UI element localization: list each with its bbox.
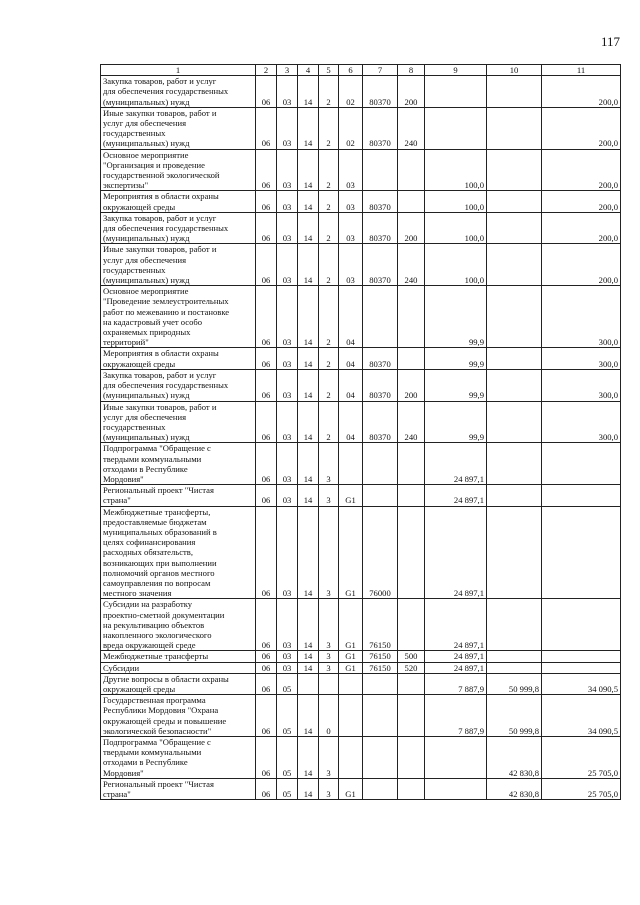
table-row — [101, 244, 621, 286]
cell-c5: 2 — [319, 244, 339, 286]
row-name: Подпрограмма "Обращение с твердыми коммунальными отходами в Республике Мордовия" — [103, 737, 211, 778]
cell-c6: G1 — [339, 651, 363, 662]
cell-c9 — [425, 778, 487, 799]
cell-c4: 14 — [298, 286, 319, 348]
cell-c8: 240 — [398, 401, 425, 443]
cell-c4: 14 — [298, 244, 319, 286]
cell-c5: 3 — [319, 662, 339, 673]
cell-c7 — [363, 286, 398, 348]
cell-c2: 06 — [256, 737, 277, 779]
row-name: Субсидии на разработку проектно-сметной документации на рекультивацию объектов накопленного экологического вреда окружающей среде — [103, 599, 225, 651]
cell-c4: 14 — [298, 149, 319, 191]
table-row — [101, 76, 621, 108]
cell-c2: 06 — [256, 506, 277, 599]
cell-c2: 06 — [256, 369, 277, 401]
cell-c6: 02 — [339, 107, 363, 149]
table-row — [101, 107, 621, 149]
cell-c6: 04 — [339, 369, 363, 401]
cell-c4: 14 — [298, 737, 319, 779]
row-name: Основное мероприятие "Проведение землеустроительных работ по межеванию и постановке на кадастровый учет особо охраняемых природных территорий" — [103, 286, 230, 348]
cell-c8 — [398, 695, 425, 737]
cell-c6 — [339, 673, 363, 694]
cell-c10 — [487, 191, 542, 212]
table-row — [101, 651, 621, 662]
column-header-2: 2 — [256, 65, 277, 76]
column-header-3: 3 — [277, 65, 298, 76]
cell-c2: 06 — [256, 286, 277, 348]
row-name: Региональный проект "Чистая страна" — [103, 485, 214, 506]
row-name-cell — [101, 107, 256, 149]
cell-c11: 300,0 — [542, 369, 621, 401]
table-row — [101, 673, 621, 694]
cell-c5: 3 — [319, 485, 339, 506]
cell-c5: 2 — [319, 369, 339, 401]
cell-c3: 03 — [277, 286, 298, 348]
cell-c6: 03 — [339, 212, 363, 244]
cell-c10 — [487, 348, 542, 369]
table-row — [101, 401, 621, 443]
cell-c5: 3 — [319, 506, 339, 599]
cell-c7: 76150 — [363, 662, 398, 673]
row-name-cell — [101, 369, 256, 401]
cell-c3: 05 — [277, 778, 298, 799]
row-name-cell — [101, 443, 256, 485]
row-name: Иные закупки товаров, работ и услуг для обеспечения государственных (муниципальных) нужд — [103, 244, 217, 286]
cell-c2: 06 — [256, 244, 277, 286]
row-name: Региональный проект "Чистая страна" — [103, 778, 214, 800]
cell-c2: 06 — [256, 149, 277, 191]
cell-c5: 3 — [319, 443, 339, 485]
row-name-cell — [101, 401, 256, 443]
cell-c11: 25 705,0 — [542, 778, 621, 799]
row-name-cell — [101, 485, 256, 506]
cell-c9: 24 897,1 — [425, 443, 487, 485]
cell-c8: 500 — [398, 651, 425, 662]
header-row — [101, 65, 621, 76]
cell-c8 — [398, 286, 425, 348]
cell-c8 — [398, 348, 425, 369]
cell-c2: 06 — [256, 191, 277, 212]
cell-c2: 06 — [256, 401, 277, 443]
cell-c4: 14 — [298, 369, 319, 401]
row-name: Закупка товаров, работ и услуг для обеспечения государственных (муниципальных) нужд — [103, 76, 229, 107]
cell-c2: 06 — [256, 212, 277, 244]
cell-c8: 200 — [398, 76, 425, 108]
cell-c3: 03 — [277, 76, 298, 108]
row-name-cell — [101, 212, 256, 244]
cell-c6 — [339, 695, 363, 737]
cell-c9: 99,9 — [425, 286, 487, 348]
table-row — [101, 662, 621, 673]
cell-c9: 100,0 — [425, 149, 487, 191]
row-name-cell — [101, 695, 256, 737]
cell-c11: 200,0 — [542, 191, 621, 212]
row-name: Другие вопросы в области охраны окружающей среды — [103, 673, 229, 694]
cell-c10: 50 999,8 — [487, 695, 542, 737]
cell-c4: 14 — [298, 191, 319, 212]
cell-c10 — [487, 369, 542, 401]
cell-c4: 14 — [298, 212, 319, 244]
cell-c4: 14 — [298, 662, 319, 673]
cell-c7: 76150 — [363, 651, 398, 662]
cell-c5: 3 — [319, 737, 339, 779]
column-header-11: 11 — [542, 65, 621, 76]
cell-c2: 06 — [256, 599, 277, 651]
table-row — [101, 149, 621, 191]
row-name: Государственная программа Республики Мордовия "Охрана окружающей среды и повышение экологической безопасности" — [103, 695, 227, 736]
cell-c4: 14 — [298, 599, 319, 651]
cell-c9: 24 897,1 — [425, 651, 487, 662]
cell-c3: 03 — [277, 369, 298, 401]
cell-c9: 7 887,9 — [425, 695, 487, 737]
cell-c3: 03 — [277, 651, 298, 662]
cell-c3: 03 — [277, 506, 298, 599]
cell-c9: 99,9 — [425, 348, 487, 369]
cell-c10 — [487, 599, 542, 651]
cell-c3: 03 — [277, 599, 298, 651]
cell-c8 — [398, 599, 425, 651]
cell-c8 — [398, 778, 425, 799]
row-name-cell — [101, 651, 256, 662]
cell-c8 — [398, 443, 425, 485]
cell-c11 — [542, 662, 621, 673]
cell-c6: G1 — [339, 662, 363, 673]
cell-c7: 80370 — [363, 244, 398, 286]
cell-c10 — [487, 506, 542, 599]
row-name-cell — [101, 76, 256, 108]
cell-c3: 03 — [277, 244, 298, 286]
cell-c7 — [363, 443, 398, 485]
cell-c8 — [398, 149, 425, 191]
cell-c11 — [542, 599, 621, 651]
row-name: Основное мероприятие "Организация и проведение государственной экологической экспертизы" — [103, 149, 220, 191]
cell-c3: 03 — [277, 485, 298, 506]
cell-c4: 14 — [298, 348, 319, 369]
cell-c2: 06 — [256, 673, 277, 694]
cell-c8: 240 — [398, 107, 425, 149]
row-name: Иные закупки товаров, работ и услуг для обеспечения государственных (муниципальных) нужд — [103, 401, 217, 443]
cell-c6: 03 — [339, 244, 363, 286]
cell-c9 — [425, 107, 487, 149]
cell-c10 — [487, 662, 542, 673]
table-row — [101, 191, 621, 212]
cell-c10 — [487, 443, 542, 485]
row-name-cell — [101, 737, 256, 779]
row-name-cell — [101, 599, 256, 651]
cell-c7: 80370 — [363, 191, 398, 212]
cell-c7: 80370 — [363, 348, 398, 369]
cell-c5: 2 — [319, 76, 339, 108]
cell-c6: 02 — [339, 76, 363, 108]
column-header-6: 6 — [339, 65, 363, 76]
cell-c9: 7 887,9 — [425, 673, 487, 694]
row-name-cell — [101, 348, 256, 369]
cell-c11 — [542, 651, 621, 662]
cell-c3: 03 — [277, 107, 298, 149]
cell-c7: 80370 — [363, 401, 398, 443]
budget-table — [100, 64, 621, 800]
cell-c10 — [487, 244, 542, 286]
cell-c7: 80370 — [363, 76, 398, 108]
row-name-cell — [101, 286, 256, 348]
cell-c3: 03 — [277, 348, 298, 369]
cell-c4 — [298, 673, 319, 694]
cell-c11 — [542, 485, 621, 506]
cell-c11: 300,0 — [542, 286, 621, 348]
cell-c7: 76150 — [363, 599, 398, 651]
cell-c9: 24 897,1 — [425, 599, 487, 651]
cell-c10 — [487, 401, 542, 443]
cell-c9: 100,0 — [425, 191, 487, 212]
cell-c2: 06 — [256, 651, 277, 662]
table-row — [101, 599, 621, 651]
column-header-9: 9 — [425, 65, 487, 76]
cell-c8: 520 — [398, 662, 425, 673]
cell-c7 — [363, 485, 398, 506]
column-header-8: 8 — [398, 65, 425, 76]
cell-c4: 14 — [298, 778, 319, 799]
cell-c9: 100,0 — [425, 244, 487, 286]
table-row — [101, 737, 621, 779]
cell-c4: 14 — [298, 651, 319, 662]
row-name: Мероприятия в области охраны окружающей среды — [103, 348, 219, 369]
cell-c9: 24 897,1 — [425, 506, 487, 599]
cell-c6: 04 — [339, 286, 363, 348]
cell-c5: 2 — [319, 212, 339, 244]
table-row — [101, 286, 621, 348]
table-row — [101, 506, 621, 599]
cell-c5: 3 — [319, 599, 339, 651]
cell-c11: 25 705,0 — [542, 737, 621, 779]
cell-c6: G1 — [339, 778, 363, 799]
cell-c5: 2 — [319, 401, 339, 443]
cell-c11: 200,0 — [542, 76, 621, 108]
cell-c6 — [339, 737, 363, 779]
cell-c2: 06 — [256, 695, 277, 737]
cell-c8 — [398, 737, 425, 779]
cell-c5: 3 — [319, 778, 339, 799]
cell-c6: 04 — [339, 348, 363, 369]
cell-c3: 03 — [277, 401, 298, 443]
cell-c10 — [487, 149, 542, 191]
cell-c4: 14 — [298, 76, 319, 108]
cell-c6: G1 — [339, 485, 363, 506]
cell-c3: 03 — [277, 443, 298, 485]
row-name-cell — [101, 673, 256, 694]
cell-c6: 04 — [339, 401, 363, 443]
row-name-cell — [101, 662, 256, 673]
cell-c5: 2 — [319, 348, 339, 369]
cell-c2: 06 — [256, 348, 277, 369]
cell-c3: 03 — [277, 191, 298, 212]
cell-c4: 14 — [298, 443, 319, 485]
cell-c7 — [363, 695, 398, 737]
cell-c7: 80370 — [363, 369, 398, 401]
cell-c8 — [398, 485, 425, 506]
cell-c8: 240 — [398, 244, 425, 286]
row-name: Подпрограмма "Обращение с твердыми коммунальными отходами в Республике Мордовия" — [103, 443, 211, 484]
cell-c11 — [542, 506, 621, 599]
cell-c5: 0 — [319, 695, 339, 737]
row-name: Закупка товаров, работ и услуг для обеспечения государственных (муниципальных) нужд — [103, 369, 229, 401]
cell-c8: 200 — [398, 369, 425, 401]
cell-c3: 05 — [277, 673, 298, 694]
cell-c8 — [398, 673, 425, 694]
cell-c7 — [363, 737, 398, 779]
cell-c7 — [363, 673, 398, 694]
cell-c6: 03 — [339, 191, 363, 212]
cell-c9: 24 897,1 — [425, 662, 487, 673]
row-name-cell — [101, 506, 256, 599]
row-name: Межбюджетные трансферты — [103, 651, 209, 662]
cell-c11: 300,0 — [542, 401, 621, 443]
cell-c9: 24 897,1 — [425, 485, 487, 506]
cell-c5: 2 — [319, 107, 339, 149]
row-name-cell — [101, 191, 256, 212]
column-header-5: 5 — [319, 65, 339, 76]
cell-c10 — [487, 76, 542, 108]
cell-c2: 06 — [256, 778, 277, 799]
cell-c7: 80370 — [363, 212, 398, 244]
row-name-cell — [101, 778, 256, 799]
cell-c10 — [487, 286, 542, 348]
cell-c2: 06 — [256, 485, 277, 506]
cell-c11: 34 090,5 — [542, 673, 621, 694]
cell-c11 — [542, 443, 621, 485]
cell-c10: 42 830,8 — [487, 778, 542, 799]
cell-c4: 14 — [298, 485, 319, 506]
cell-c7: 76000 — [363, 506, 398, 599]
cell-c9 — [425, 737, 487, 779]
row-name: Иные закупки товаров, работ и услуг для обеспечения государственных (муниципальных) нужд — [103, 107, 217, 149]
cell-c9: 99,9 — [425, 369, 487, 401]
cell-c9 — [425, 76, 487, 108]
row-name: Субсидии — [103, 662, 140, 673]
cell-c3: 05 — [277, 737, 298, 779]
cell-c7 — [363, 778, 398, 799]
row-name: Межбюджетные трансферты, предоставляемые бюджетам муниципальных образований в целях софинансирования расходных обязательств, возникающих при выполнении полномочий органов местного самоуправления по вопросам местного значения — [103, 506, 217, 599]
cell-c10: 50 999,8 — [487, 673, 542, 694]
cell-c2: 06 — [256, 662, 277, 673]
column-header-1: 1 — [101, 65, 256, 76]
cell-c2: 06 — [256, 443, 277, 485]
cell-c9: 99,9 — [425, 401, 487, 443]
table-row — [101, 212, 621, 244]
cell-c3: 03 — [277, 149, 298, 191]
cell-c3: 03 — [277, 662, 298, 673]
cell-c5 — [319, 673, 339, 694]
cell-c5: 2 — [319, 149, 339, 191]
cell-c5: 2 — [319, 286, 339, 348]
table-row — [101, 369, 621, 401]
table-row — [101, 695, 621, 737]
cell-c3: 05 — [277, 695, 298, 737]
cell-c8: 200 — [398, 212, 425, 244]
cell-c2: 06 — [256, 76, 277, 108]
row-name-cell — [101, 149, 256, 191]
cell-c5: 2 — [319, 191, 339, 212]
cell-c4: 14 — [298, 401, 319, 443]
cell-c11: 200,0 — [542, 244, 621, 286]
cell-c3: 03 — [277, 212, 298, 244]
cell-c11: 34 090,5 — [542, 695, 621, 737]
cell-c4: 14 — [298, 506, 319, 599]
table-row — [101, 778, 621, 799]
cell-c4: 14 — [298, 695, 319, 737]
cell-c6: 03 — [339, 149, 363, 191]
cell-c8 — [398, 191, 425, 212]
row-name: Закупка товаров, работ и услуг для обеспечения государственных (муниципальных) нужд — [103, 212, 229, 244]
cell-c9: 100,0 — [425, 212, 487, 244]
cell-c10 — [487, 212, 542, 244]
cell-c7 — [363, 149, 398, 191]
column-header-10: 10 — [487, 65, 542, 76]
cell-c10 — [487, 651, 542, 662]
cell-c11: 300,0 — [542, 348, 621, 369]
cell-c6 — [339, 443, 363, 485]
cell-c5: 3 — [319, 651, 339, 662]
table-row — [101, 443, 621, 485]
cell-c10 — [487, 485, 542, 506]
row-name: Мероприятия в области охраны окружающей среды — [103, 191, 219, 212]
table-row — [101, 348, 621, 369]
column-header-7: 7 — [363, 65, 398, 76]
cell-c11: 200,0 — [542, 149, 621, 191]
cell-c11: 200,0 — [542, 107, 621, 149]
cell-c10 — [487, 107, 542, 149]
cell-c8 — [398, 506, 425, 599]
cell-c11: 200,0 — [542, 212, 621, 244]
row-name-cell — [101, 244, 256, 286]
cell-c10: 42 830,8 — [487, 737, 542, 779]
cell-c6: G1 — [339, 506, 363, 599]
cell-c2: 06 — [256, 107, 277, 149]
cell-c7: 80370 — [363, 107, 398, 149]
table-row — [101, 485, 621, 506]
cell-c6: G1 — [339, 599, 363, 651]
cell-c4: 14 — [298, 107, 319, 149]
page-number: 117 — [600, 34, 620, 49]
table-body — [101, 76, 621, 800]
column-header-4: 4 — [298, 65, 319, 76]
